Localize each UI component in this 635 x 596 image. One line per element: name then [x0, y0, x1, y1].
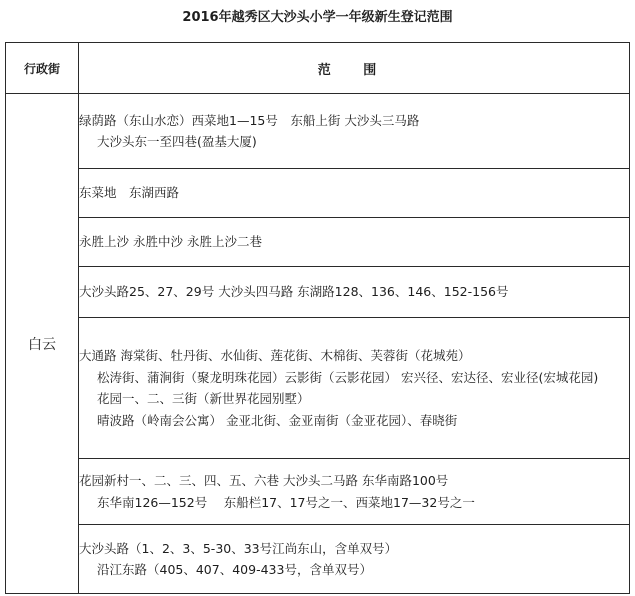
- range-line: 花园新村一、二、三、四、五、六巷 大沙头二马路 东华南路100号: [79, 473, 449, 488]
- range-line: 花园一、二、三街（新世界花园别墅）: [97, 391, 310, 406]
- range-line: 大通路 海棠街、牡丹街、水仙街、莲花街、木棉街、芙蓉街（花城苑）: [79, 348, 471, 363]
- range-line: 晴波路（岭南会公寓） 金亚北街、金亚南街（金亚花园）、春晓街: [97, 412, 458, 428]
- enrollment-table: [5, 42, 630, 594]
- range-cell: [79, 459, 630, 525]
- range-cell: [79, 525, 630, 594]
- range-line: 沿江东路（405、407、409-433号，含单双号）: [97, 562, 372, 577]
- table-row: [6, 267, 630, 318]
- range-line: 东菜地 东湖西路: [79, 185, 180, 201]
- range-cell: [79, 267, 630, 318]
- range-cell: [79, 318, 630, 459]
- range-cell: [79, 218, 630, 267]
- table-row: [6, 318, 630, 459]
- range-cell: [79, 169, 630, 218]
- range-line: 大沙头路（1、2、3、5-30、33号江尚东山，含单双号）: [79, 540, 398, 556]
- range-line: 松涛街、蒲涧街（聚龙明珠花园）云影街（云影花园） 宏兴径、宏达径、宏业径(宏城花园): [97, 369, 599, 385]
- table-row: [6, 525, 630, 594]
- range-line: 绿荫路（东山水恋）西菜地1—15号 东船上街 大沙头三马路: [79, 112, 420, 128]
- range-line: 永胜上沙 永胜中沙 永胜上沙二巷: [79, 234, 262, 250]
- table-row: [6, 169, 630, 218]
- range-line: 大沙头东一至四巷(盈基大厦): [97, 134, 257, 149]
- table-row: [6, 459, 630, 525]
- table-header-row: [6, 43, 630, 94]
- table-row: [6, 94, 630, 169]
- range-cell: [79, 94, 630, 169]
- table-row: [6, 218, 630, 267]
- header-district: 行政街: [6, 43, 79, 94]
- range-line: 东华南126—152号 东船栏17、17号之一、西菜地17—32号之一: [97, 494, 475, 510]
- page-title: 2016年越秀区大沙头小学一年级新生登记范围: [182, 10, 453, 25]
- range-line: 大沙头路25、27、29号 大沙头四马路 东湖路128、136、146、152-156号: [79, 284, 509, 300]
- district-cell: 白云: [6, 94, 79, 594]
- header-range: 范 围: [79, 43, 630, 94]
